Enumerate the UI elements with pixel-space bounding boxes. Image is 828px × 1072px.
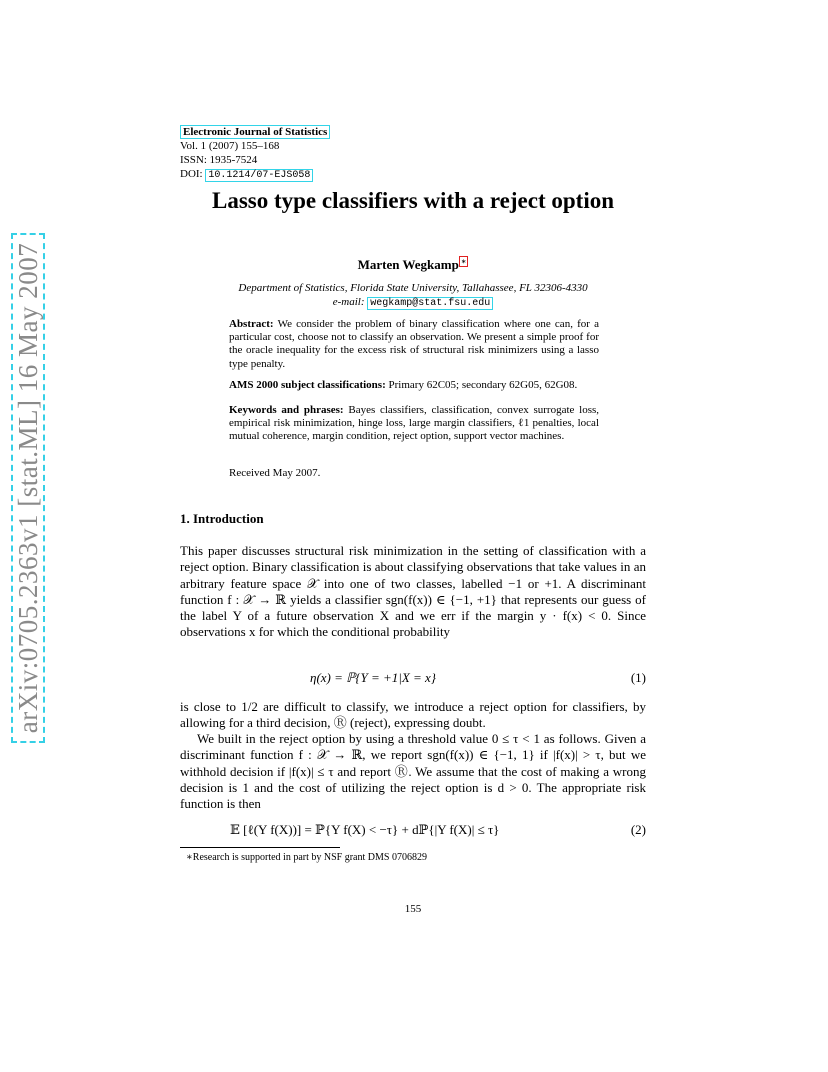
keywords bbox=[229, 404, 599, 444]
equation-2-formula: 𝔼 [ℓ(Y f(X))] = ℙ{Y f(X) < −τ} + dℙ{|Y f(X)| ≤ τ} bbox=[230, 822, 500, 837]
email-link[interactable]: wegkamp@stat.fsu.edu bbox=[367, 297, 493, 310]
footnote: ∗Research is supported in part by NSF grant DMS 0706829 bbox=[186, 852, 427, 863]
affiliation-block bbox=[180, 281, 646, 311]
doi-label: DOI: bbox=[180, 168, 203, 180]
paper-title: Lasso type classifiers with a reject option bbox=[211, 188, 615, 213]
ams-label: AMS 2000 subject classifications: bbox=[229, 379, 386, 391]
journal-link[interactable]: Electronic Journal of Statistics bbox=[180, 125, 330, 139]
keywords-label: Keywords and phrases: bbox=[229, 404, 344, 416]
doi-link[interactable]: 10.1214/07-EJS058 bbox=[205, 169, 313, 182]
abstract bbox=[229, 318, 599, 371]
author-line bbox=[180, 257, 646, 273]
page-number: 155 bbox=[404, 903, 422, 915]
arxiv-side-stamp bbox=[10, 148, 46, 828]
paragraph-3: We built in the reject option by using a threshold value 0 ≤ τ < 1 as follows. Given a discriminant function f : 𝒳 → ℝ, we report sgn(f(x)) ∈ {−1, 1} if |f(x)| > τ, but we withhold decision if |f(x)| ≤ τ and report Ⓡ. We assume that the cost of making a wrong decision is 1 and the cost of utilizing the reject option is d > 0. The appropriate risk function is then bbox=[180, 731, 646, 812]
affiliation: Department of Statistics, Florida State University, Tallahassee, FL 32306-4330 bbox=[238, 282, 588, 294]
arxiv-stamp-text: arXiv:0705.2363v1 [stat.ML] 16 May 2007 bbox=[11, 233, 45, 743]
paragraph-1: This paper discusses structural risk minimization in the setting of classification with a reject option. Binary classification is about classifying observations that take values in an arbitrary feature space 𝒳 into one of two classes, labelled −1 or +1. A discriminant function f : 𝒳 → ℝ yields a classifier sgn(f(x)) ∈ {−1, +1} that represents our guess of the label Y of a future observation X and we err if the margin y · f(x) < 0. Since observations x for which the conditional probability bbox=[180, 543, 646, 640]
footnote-rule bbox=[180, 847, 340, 848]
email-label: e-mail: bbox=[332, 296, 365, 308]
paragraph-2: is close to 1/2 are difficult to classify, we introduce a reject option for classifiers, by allowing for a third decision, Ⓡ (reject), expressing doubt. bbox=[180, 699, 646, 731]
abstract-text: We consider the problem of binary classification where one can, for a particular cost, choose not to classify an observation. We present a simple proof for the oracle inequality for the excess risk of structural risk minimizers using a lasso type penalty. bbox=[229, 318, 599, 370]
section-heading: 1. Introduction bbox=[180, 511, 264, 526]
equation-1-number: (1) bbox=[630, 670, 646, 685]
abstract-label: Abstract: bbox=[229, 318, 274, 330]
journal-issn: ISSN: 1935-7524 bbox=[180, 154, 258, 166]
equation-2-number: (2) bbox=[630, 822, 646, 837]
received-date: Received May 2007. bbox=[229, 467, 321, 479]
journal-header bbox=[180, 125, 480, 183]
footnote-link[interactable]: ∗ bbox=[460, 256, 467, 266]
author-name: Marten Wegkamp bbox=[357, 257, 459, 272]
journal-volume: Vol. 1 (2007) 155–168 bbox=[180, 140, 280, 152]
equation-1-formula: η(x) = ℙ{Y = +1|X = x} bbox=[310, 670, 436, 685]
ams-text: Primary 62C05; secondary 62G05, 62G08. bbox=[388, 379, 578, 391]
keywords-text: Bayes classifiers, classification, convex surrogate loss, empirical risk minimization, hinge loss, large margin classifiers, ℓ1 penalties, local mutual coherence, margin condition, reject option, support vector machines. bbox=[229, 404, 600, 443]
ams-classifications bbox=[229, 379, 599, 392]
